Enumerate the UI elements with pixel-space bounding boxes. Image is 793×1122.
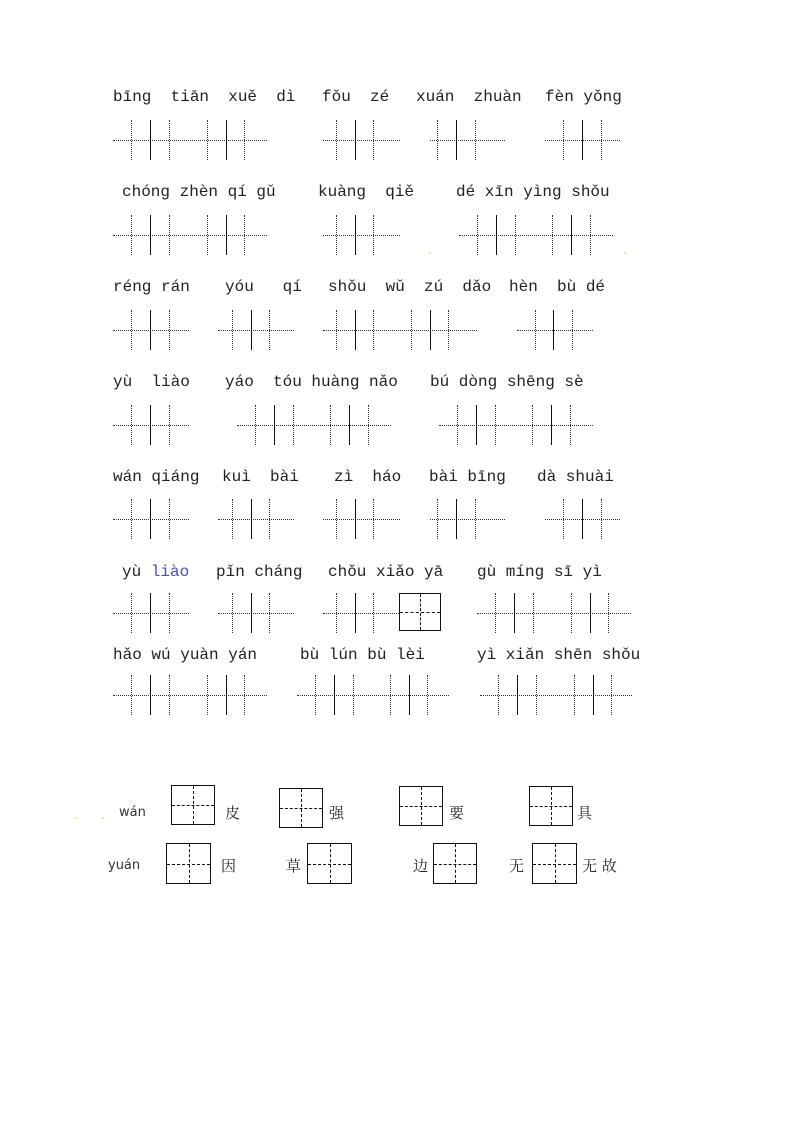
scan-speck xyxy=(429,252,431,254)
pinyin-word: chǒu xiǎo yā xyxy=(328,563,444,581)
pinyin-word xyxy=(122,562,189,582)
pinyin-word: bīng tiān xuě dì xyxy=(113,88,296,106)
pinyin-word: yù liào xyxy=(113,373,190,391)
hanzi: 因 xyxy=(221,857,237,875)
pinyin-word: yáo tóu huàng nǎo xyxy=(225,373,398,391)
writing-grid-2[interactable] xyxy=(323,593,399,633)
pinyin-word: bù lún bù lèi xyxy=(300,646,425,664)
writing-grid-2[interactable] xyxy=(323,499,400,539)
pinyin-word: réng rán xyxy=(113,278,190,296)
writing-grid-4[interactable] xyxy=(323,310,477,350)
hanzi: 无 xyxy=(509,857,525,875)
pinyin-word: dà shuài xyxy=(537,468,614,486)
writing-grid-4[interactable] xyxy=(297,675,449,715)
writing-grid-2[interactable] xyxy=(430,499,505,539)
pinyin-word: gù míng sī yì xyxy=(477,563,602,581)
scan-speck xyxy=(102,817,104,819)
pinyin-word: yì xiǎn shēn shǒu xyxy=(477,646,641,664)
writing-grid-4[interactable] xyxy=(113,215,267,255)
writing-grid-2[interactable] xyxy=(545,499,620,539)
pinyin-word: bài bīng xyxy=(429,468,506,486)
pinyin-word: fèn yǒng xyxy=(545,88,622,106)
pinyin-word: hǎo wú yuàn yán xyxy=(113,646,258,664)
writing-grid-2[interactable] xyxy=(430,120,505,160)
writing-grid-2[interactable] xyxy=(218,310,294,350)
pinyin-word: yóu qí xyxy=(225,278,302,296)
writing-grid-2[interactable] xyxy=(218,499,294,539)
writing-grid-4[interactable] xyxy=(113,675,267,715)
answer-box[interactable] xyxy=(171,785,215,825)
hanzi: 要 xyxy=(449,804,465,822)
pinyin-syllable: yù xyxy=(122,563,151,581)
scan-speck xyxy=(624,252,626,254)
pinyin-prompt: yuán xyxy=(108,858,141,873)
answer-box[interactable] xyxy=(307,843,352,884)
hanzi: 强 xyxy=(329,804,345,822)
pinyin-word: bú dòng shēng sè xyxy=(430,373,584,391)
writing-grid-2[interactable] xyxy=(113,499,189,539)
hanzi: 皮 xyxy=(225,804,241,822)
pinyin-word: shǒu wǔ zú dǎo xyxy=(328,278,492,296)
pinyin-word: hèn bù dé xyxy=(509,278,606,296)
pinyin-syllable: liào xyxy=(150,563,190,581)
writing-grid-2[interactable] xyxy=(323,120,400,160)
writing-grid-2[interactable] xyxy=(113,310,189,350)
pinyin-word: pǐn cháng xyxy=(216,563,303,581)
answer-box[interactable] xyxy=(532,843,577,884)
writing-grid-4[interactable] xyxy=(237,405,391,445)
pinyin-word: xuán zhuàn xyxy=(416,88,522,106)
writing-grid-2[interactable] xyxy=(113,593,189,633)
hanzi: 具 xyxy=(577,804,593,822)
pinyin-prompt: wán xyxy=(119,805,146,820)
hanzi: 边 xyxy=(413,857,429,875)
writing-grid-2[interactable] xyxy=(545,120,620,160)
answer-box[interactable] xyxy=(166,843,211,884)
writing-grid-4[interactable] xyxy=(439,405,593,445)
pinyin-word: wán qiáng xyxy=(113,468,200,486)
pinyin-word: zì háo xyxy=(334,468,402,486)
scan-speck xyxy=(75,817,77,819)
answer-box[interactable] xyxy=(279,788,323,828)
pinyin-word: kuàng qiě xyxy=(318,183,415,201)
writing-grid-4[interactable] xyxy=(477,593,631,633)
answer-box[interactable] xyxy=(529,786,573,826)
writing-grid-2[interactable] xyxy=(113,405,189,445)
pinyin-word: fǒu zé xyxy=(322,88,390,106)
writing-grid-4[interactable] xyxy=(480,675,632,715)
hanzi: 无 故 xyxy=(582,857,617,875)
writing-grid-2[interactable] xyxy=(323,215,400,255)
writing-grid-2[interactable] xyxy=(517,310,593,350)
pinyin-word: chóng zhèn qí gǔ xyxy=(122,183,276,201)
writing-grid-4[interactable] xyxy=(459,215,613,255)
writing-grid-2[interactable] xyxy=(218,593,294,633)
writing-grid-4[interactable] xyxy=(113,120,267,160)
pinyin-word: kuì bài xyxy=(222,468,299,486)
answer-box[interactable] xyxy=(399,786,443,826)
pinyin-word: dé xīn yìng shǒu xyxy=(456,183,610,201)
answer-box[interactable] xyxy=(433,843,477,884)
hanzi: 草 xyxy=(286,857,302,875)
writing-box[interactable] xyxy=(399,593,441,631)
